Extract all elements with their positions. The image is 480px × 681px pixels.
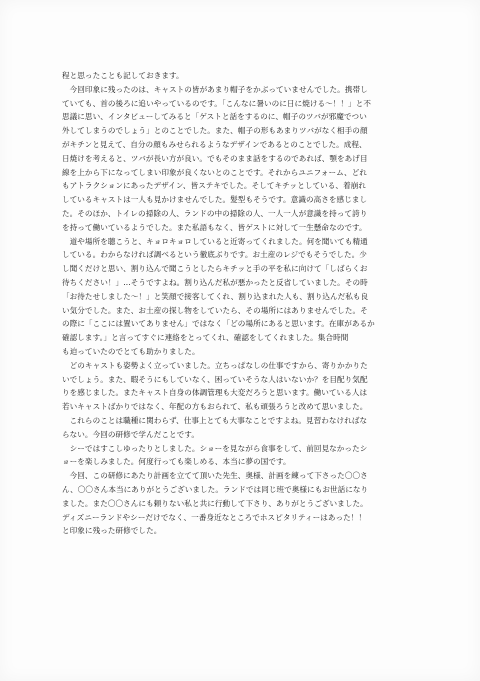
text-line: りを感じました。またキャスト自身の体調管理も大変だろうと思います。働いている人は xyxy=(62,388,368,398)
text-line: 日焼けを考えると、ツバが長い方が良い。でもそのまま話をするのであれば、顎をあげ目 xyxy=(62,153,368,163)
text-line: た。そのほか、トイレの掃除の人、ランドの中の掃除の人、一人一人が意識を持って誇り xyxy=(62,208,368,218)
text-line: もアトラクションにあったデザイン、皆ステキでした。そしてキチッとしている、着崩れ xyxy=(62,181,366,191)
text-line: ん、〇〇さん本当にありがとうございました。ランドでは同じ班で奥様にもお世話になり xyxy=(62,484,369,494)
document-body xyxy=(62,69,424,538)
paragraph xyxy=(62,69,424,83)
text-line: しているキャストは一人も見かけませんでした。髪型もそうです。意識の高さを感じまし xyxy=(62,195,368,205)
text-line: の際に「ここには置いてありません」ではなく「どの場所にあると思います。在庫があるか xyxy=(62,319,375,329)
text-line: も迫っていたのでとても助かりました。 xyxy=(62,346,200,356)
text-line: 確認します。」と言ってすぐに連絡をとってくれ、確認をしてくれました。集合時間 xyxy=(62,333,349,343)
paragraph xyxy=(62,442,424,470)
text-line: ていても、首の後ろに追いやっているのです。「こんなに暑いのに日に焼ける～！！」と不 xyxy=(62,98,371,108)
text-line: 外してしまうのでしょう」とのことでした。また、帽子の形もあまりツバがなく相手の顔 xyxy=(62,126,368,136)
text-line: 今回、この研修にあたり計画を立てて頂いた先生、奥様、計画を練って下さった〇〇さ xyxy=(62,471,368,481)
paragraph xyxy=(62,469,424,538)
paragraph xyxy=(62,83,424,235)
text-line: 今回印象に残ったのは、キャストの皆があまり帽子をかぶっていませんでした。携帯し xyxy=(62,84,368,94)
text-line: 待ちください！」…そうですよね。割り込んだ私が悪かったと反省していました。その時 xyxy=(62,277,368,287)
text-line: 程と思ったことも記しておきます。 xyxy=(62,71,184,80)
text-line: し聞くだけと思い、割り込んで聞こうとしたらキチッと手の平を私に向けて「しばらくお xyxy=(62,264,368,274)
paragraph xyxy=(62,359,424,414)
text-line: 道や場所を聴こうと、キョロキョロしていると近寄ってくれました。何を聞いても精通 xyxy=(62,236,368,246)
text-line: シーではすこしゆったりとしました。ショーを見ながら食事をして、前回見なかったシ xyxy=(62,443,368,453)
text-line: を持って働いているようでした。また私語もなく、皆ゲストに対して一生懸命なのです。 xyxy=(62,222,367,232)
text-line: いでしょう。また、暇そうにもしていなく、困っていそうな人はいないか？を目配り気配 xyxy=(62,374,368,384)
text-line: と印象に残った研修でした。 xyxy=(62,526,162,536)
text-line: 若いキャストばかりではなく、年配の方もおられて、私も頑張ろうと改めて思いました。 xyxy=(62,402,368,412)
text-line: 「お待たせしました～！」と笑顔で接客してくれ、割り込まれた人も、割り込んだ私も良 xyxy=(62,291,369,301)
text-line: ました。また〇〇さんにも頼りない私と共に行動して下さり、ありがとうございました。 xyxy=(62,498,368,508)
text-line: がキチンと見えて、自分の顔もみせられるようなデザインであるとのことでした。成程、 xyxy=(62,139,367,149)
text-line: 思議に思い、インタビューしてみると「ゲストと話をするのに、帽子のツバが邪魔でつい xyxy=(62,112,367,122)
text-line: 線を上から下になってしまい印象が良くないとのことです。それからユニフォーム、どれ xyxy=(62,167,367,177)
paragraph xyxy=(62,414,424,442)
text-line: ョーを楽しみました。何度行っても楽しめる、本当に夢の国です。 xyxy=(62,457,291,467)
text-line: い気分でした。また、お土産の探し物をしていたら、その場所にはありませんでした。そ xyxy=(62,305,368,315)
text-line: どのキャストも姿勢よく立っていました。立ちっぱなしの仕事ですから、寄りかかりた xyxy=(62,360,368,370)
text-line: している。わからなければ調べるという徹底ぶりです。お土産のレジでもそうでした。少 xyxy=(62,250,367,260)
text-line: らない。今回の研修で学んだことです。 xyxy=(62,429,199,439)
text-line: ディズニーランドやシーだけでなく、一番身近なところでホスピタリティーはあった！！ xyxy=(62,512,367,522)
paragraph xyxy=(62,235,424,359)
text-line: これらのことは職種に関わらず、仕事上とても大事なことですよね。見習わなければな xyxy=(62,415,368,425)
